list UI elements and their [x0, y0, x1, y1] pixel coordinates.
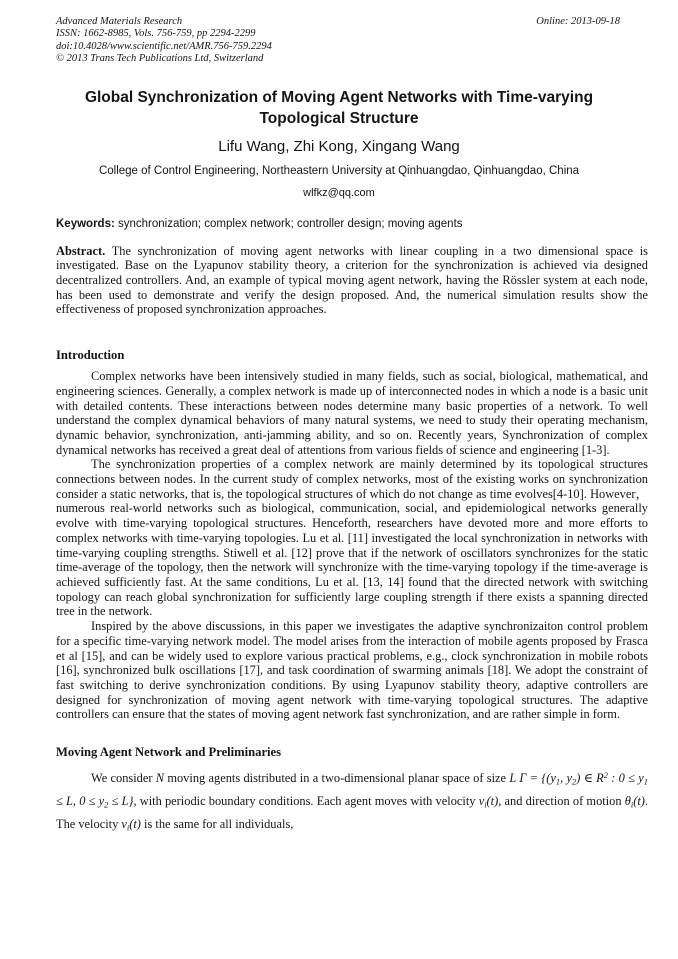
prelim-text: We consider: [91, 771, 156, 786]
keywords-line: [56, 217, 648, 231]
math-var-velocity: v: [478, 794, 485, 809]
math-subscript: 1: [643, 776, 648, 787]
keywords-label: Keywords:: [56, 217, 115, 230]
paper-title: Global Synchronization of Moving Agent Networks with Time-varying Topological Structure: [84, 88, 594, 127]
intro-paragraph-2: The synchronization properties of a complex network are mainly determined by its topological structures connections between nodes. In the current study of complex networks, most of the existing works on synchronization consider a static networks, that is, the topological structures of which do not change as time evolves[4-10]. However，numerous real-world networks such as biological, communication, social, and epidemiological networks generally evolve with time-varying topological structures. Henceforth, researchers have devoted more and more efforts to complex networks with time-varying topologies. Lu et al. [11] investigated the local synchronization in networks with time-varying coupling strengths. Stiwell et al. [12] prove that if the network of oscillators synchronizes for the static time-average of the topology, then the network will synchronize with the time-varying topology if the time-average is achieved sufficiently fast. At the same conditions, Lu et al. [13, 14] found that the directed network with switching topology can reach global synchronization for sufficiently large coupling strength if there exists a spanning directed tree in the network.: [56, 457, 648, 619]
issn-line: ISSN: 1662-8985, Vols. 756-759, pp 2294-2299: [56, 28, 256, 40]
email-address: wlfkz@qq.com: [303, 186, 375, 199]
math-subscript: i: [126, 822, 130, 833]
journal-header: [0, 0, 678, 66]
journal-header-left: [56, 16, 272, 66]
doi-line: doi:10.4028/www.scientific.net/AMR.756-759.2294: [56, 40, 272, 52]
math-subscript: 2: [104, 799, 109, 810]
journal-name: Advanced Materials Research: [56, 16, 183, 27]
intro-paragraph-3: Inspired by the above discussions, in this paper we investigates the adaptive synchronizaiton control problem for a specific time-varying network model. The model arises from the interaction of mobile agents proposed by Frasca et al [15], and can be widely used to explore various practical problems, e.g., clock synchronization in mobile robots [16], synchronized bulk oscillations [17], and task coordination of swarming animals [18]. We adopt the constraint of fast switching to derive synchronization conditions. By using Lyapunov stability theory, adaptive controllers are designed for synchronization of moving agent network with time-varying topological structures. The adaptive controllers can ensure that the states of moving agent network fast synchronization, and are rather simple in form.: [56, 619, 648, 722]
math-formula-domain: ) ∈ R: [576, 771, 604, 786]
copyright-line: © 2013 Trans Tech Publications Ltd, Switzerland: [56, 53, 264, 65]
math-var-L: L: [509, 771, 517, 786]
prelim-text: is the same for all individuals,: [140, 816, 294, 831]
math-var-velocity: (t): [486, 794, 499, 809]
preliminaries-paragraph: [56, 766, 648, 838]
authors-line: Lifu Wang, Zhi Kong, Xingang Wang: [218, 137, 460, 155]
math-formula-domain: ≤ L, 0 ≤ y: [56, 794, 105, 809]
section-heading-preliminaries: Moving Agent Network and Preliminaries: [56, 745, 282, 760]
abstract-paragraph: [56, 244, 648, 318]
math-subscript: 1: [555, 776, 561, 787]
affiliation-line: College of Control Engineering, Northeastern University at Qinhuangdao, Qinhuangdao, China: [98, 164, 580, 177]
math-formula-domain: Γ = {(y: [516, 771, 556, 786]
math-subscript: i: [630, 799, 634, 810]
prelim-text: . The velocity: [56, 794, 648, 831]
math-formula-domain: ≤ L}: [108, 794, 134, 809]
math-var-velocity: (t): [129, 816, 141, 831]
abstract-label: Abstract.: [56, 243, 106, 258]
prelim-text: , and direction of motion: [498, 794, 625, 809]
intro-paragraph-1: Complex networks have been intensively studied in many fields, such as social, biological, mathematical, and engineering sciences. Generally, a complex network is made up of interconnected nodes in which a node is a basic unit with detailed contents. These interactions between nodes determine many basic properties of a network. To well understand the complex dynamical behaviors of many natural systems, we need to study their operating mechanism, dynamic behavior, synchronization, anti-jamming ability, and so on. Recently years, Synchronization of complex dynamical networks has received a great deal of attentions from various fields of science and engineering [1-3].: [56, 369, 648, 457]
keywords-text: synchronization; complex network; controller design; moving agents: [114, 217, 463, 230]
introduction-body: [56, 369, 648, 722]
math-subscript: 2: [572, 776, 577, 787]
online-date: Online: 2013-09-18: [536, 16, 620, 27]
math-superscript: 2: [603, 770, 608, 781]
math-var-theta: θ: [624, 794, 631, 809]
math-var-velocity: v: [121, 816, 127, 831]
math-formula-domain: : 0 ≤ y: [607, 771, 644, 786]
math-subscript: i: [484, 799, 487, 810]
preliminaries-body: [56, 766, 648, 838]
prelim-text: moving agents distributed in a two-dimensional planar space of size: [164, 771, 510, 786]
abstract-text: The synchronization of moving agent networks with linear coupling in a two dimensional space is investigated. Base on the Lyapunov stability theory, a criterion for the synchronization is achieved via designed decentralized controllers. And, an example of typical moving agent network, having the Rössler system at each node, has been used to demonstrate and verify the design proposed. And, the numerical simulation results show the effectiveness of proposed synchronization approaches.: [56, 243, 648, 317]
prelim-text: , with periodic boundary conditions. Each agent moves with velocity: [133, 794, 479, 809]
math-formula-domain: , y: [560, 771, 573, 786]
section-heading-introduction: Introduction: [56, 348, 125, 363]
math-var-theta: (t): [633, 794, 645, 809]
math-var-N: N: [155, 771, 165, 786]
